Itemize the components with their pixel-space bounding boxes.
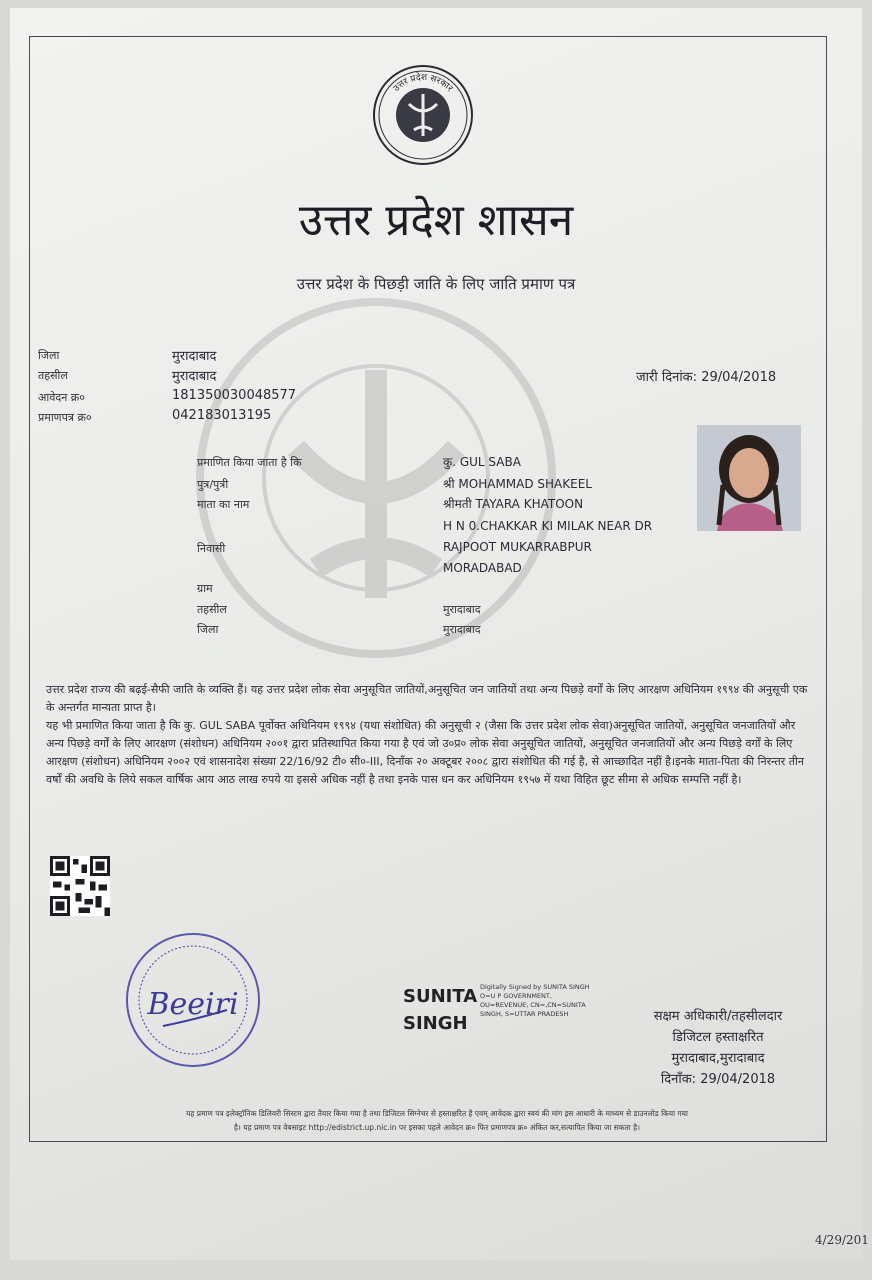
authority-location: मुरादाबाद,मुरादाबाद — [671, 1051, 765, 1066]
page-title: उत्तर प्रदेश शासन — [298, 195, 574, 246]
address-line-1: H N 0.CHAKKAR KI MILAK NEAR DR — [443, 519, 653, 533]
qr-code — [50, 856, 110, 916]
address-line-3: MORADABAD — [443, 561, 522, 575]
district-label: जिला — [38, 349, 60, 362]
digital-signature-details: Digitally Signed by SUNITA SINGH O=U P GOVERNMENT, OU=REVENUE, CN=,CN=SUNITA SINGH, S=UTTAR PRADESH — [480, 983, 590, 1018]
tehsil-value: मुरादाबाद — [172, 369, 217, 384]
creamy-layer-paragraph: यह भी प्रमाणित किया जाता है कि कु. GUL SABA पूर्वोक्त अधिनियम १९९४ (यथा संशोधित) की अनुसूची २ (जैसा कि उत्तर प्रदेश लोक सेवा)अनुसूचित जातियों, अनुसूचित जनजातियों और अन्य पिछड़े वर्गों के लिए आरक्षण (संशोधन) अधिनियम २००१ द्वारा प्रतिस्थापित किया गया है एवं जो उ०प्र० लोक सेवा अनुसूचित जातियों, अनुसूचित जनजातियों और अन्य पिछड़े वर्गों के लिए आरक्षण (संशोधन) अधिनियम २००२ एवं शासनादेश संख्या 22/16/92 टी० सी०-III, दिनाँक २० अक्टूबर २००८ द्वारा संशोधित की गई है, से आच्छादित नहीं है।इनके माता-पिता की निरन्तर तीन वर्षों की अवधि के लिये सकल वार्षिक आय आठ लाख रुपये या इससे अधिक नहीं है तथा इनके पास धन कर अधिनियम १९५७ में यथा विहित छूट सीमा से अधिक सम्पत्ति नहीं है। — [46, 719, 804, 786]
authority-date: दिनाँक: 29/04/2018 — [660, 1072, 776, 1087]
certificate-number-value: 042183013195 — [172, 408, 272, 423]
parent-label: पुत्र/पुत्री — [197, 478, 229, 491]
footer-line-2: है। यह प्रमाण पत्र वेबसाइट http://edistrict.up.nic.in पर इसका पहले आवेदन क्र० फिर प्रमाणपत्र क्र० अंकित कर,सत्यापित किया जा सकता है। — [234, 1123, 640, 1132]
person-district-label: जिला — [197, 623, 219, 636]
footer-line-1: यह प्रमाण पत्र इलेक्ट्रॉनिक डिलिवरी सिस्टम द्वारा तैयार किया गया है तथा डिजिटल सिग्नेचर से हस्ताक्षरित है एवम् आवेदक द्वारा स्वयं की मांग इस आधारी के माध्यम से डाउनलोड किया गया — [186, 1109, 688, 1118]
issue-date-value: 29/04/2018 — [701, 370, 777, 385]
seal-signature: Beeiri — [147, 987, 239, 1022]
authority-block — [628, 1006, 808, 1090]
certify-label: प्रमाणित किया जाता है कि — [197, 456, 302, 469]
address-block — [443, 516, 652, 579]
father-name: श्री MOHAMMAD SHAKEEL — [443, 477, 592, 491]
resident-label: निवासी — [197, 542, 226, 555]
district-value: मुरादाबाद — [172, 349, 217, 364]
issue-date-label: जारी दिनांक: — [636, 370, 698, 385]
signer-name — [403, 983, 477, 1037]
signer-last-name: SINGH — [403, 1013, 468, 1034]
issue-date — [636, 367, 776, 385]
applicant-name: कु. GUL SABA — [443, 455, 521, 469]
certificate-number-label: प्रमाणपत्र क्र० — [38, 411, 92, 424]
office-seal-stamp — [123, 930, 263, 1070]
tehsil-label: तहसील — [38, 369, 68, 382]
signer-first-name: SUNITA — [403, 986, 478, 1007]
caste-paragraph: उत्तर प्रदेश राज्य की बढ़ई-सैफी जाति के व्यक्ति हैं। यह उत्तर प्रदेश लोक सेवा अनुसूचित जातियों,अनुसूचित जन जातियों तथा अन्य पिछड़े वर्गों के लिए आरक्षण अधिनियम १९९४ की अनुसूची एक के अन्तर्गत मान्यता प्राप्त है। — [46, 683, 808, 714]
person-tehsil-value: मुरादाबाद — [443, 603, 481, 616]
svg-text:उत्तर प्रदेश सरकार: उत्तर प्रदेश सरकार — [391, 72, 455, 94]
certificate-subtitle: उत्तर प्रदेश के पिछड़ी जाति के लिए जाति प्रमाण पत्र — [296, 275, 576, 293]
person-district-value: मुरादाबाद — [443, 623, 481, 636]
person-tehsil-label: तहसील — [197, 603, 227, 616]
photo-timestamp: 4/29/201 — [815, 1233, 869, 1247]
application-number-label: आवेदन क्र० — [38, 391, 85, 404]
mother-name: श्रीमती TAYARA KHATOON — [443, 497, 584, 511]
application-number-value: 181350030048577 — [172, 388, 297, 403]
applicant-photo — [697, 425, 801, 531]
authority-title: सक्षम अधिकारी/तहसीलदार — [653, 1009, 783, 1024]
mother-label: माता का नाम — [197, 498, 250, 511]
address-line-2: RAJPOOT MUKARRABPUR — [443, 540, 592, 554]
village-label: ग्राम — [197, 582, 213, 595]
authority-digital: डिजिटल हस्ताक्षरित — [672, 1030, 764, 1045]
verification-footer — [46, 1107, 828, 1135]
up-government-emblem-icon — [372, 64, 474, 166]
